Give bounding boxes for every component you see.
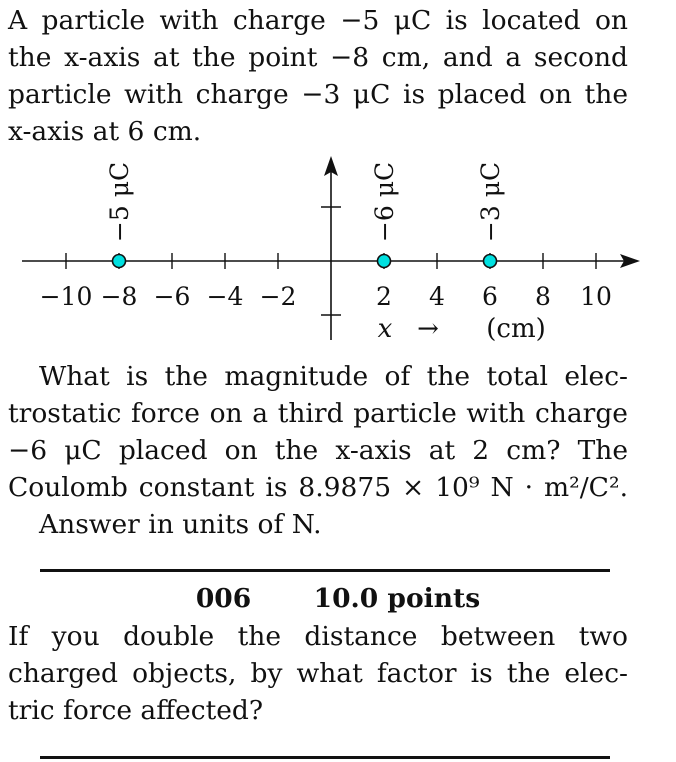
intro-line-1: A particle with charge −5 μC is located on (8, 5, 628, 36)
x-axis-label: x (377, 314, 393, 344)
tick-label: 4 (429, 282, 445, 311)
charge-marker (113, 255, 126, 268)
answer-rule-006 (40, 756, 610, 759)
charge-label: −5 μC (105, 161, 134, 243)
question-006-header (0, 580, 676, 617)
q5-line-2: trostatic force on a third particle with charge (8, 398, 628, 429)
intro-line-2: the x-axis at the point −8 cm, and a second (8, 42, 628, 73)
q6-line-1: If you double the distance between two (8, 621, 628, 652)
tick-label: 8 (535, 282, 551, 311)
q5-line-5: Answer in units of N. (39, 509, 322, 540)
charge-marker (484, 255, 497, 268)
unit-label: (cm) (486, 314, 546, 344)
tick-label: −4 (206, 282, 244, 311)
q5-line-1: What is the magnitude of the total elec- (39, 361, 628, 392)
q5-line-4: Coulomb constant is 8.9875 × 10⁹ N · m²/C². (8, 472, 628, 503)
question-006 (8, 618, 628, 729)
charge-marker (378, 255, 391, 268)
intro-line-3: particle with charge −3 μC is placed on the (8, 79, 628, 110)
x-axis-direction-arrow: → (417, 314, 439, 344)
intro-line-4: x-axis at 6 cm. (8, 116, 202, 147)
tick-label: 2 (376, 282, 392, 311)
tick-label: 6 (482, 282, 498, 311)
tick-label: −2 (259, 282, 297, 311)
tick-label: −10 (39, 282, 93, 311)
charge-label: −6 μC (370, 161, 399, 243)
question-points: 10.0 points (313, 583, 481, 614)
charge-label: −3 μC (476, 161, 505, 243)
q6-line-2: charged objects, by what factor is the elec- (8, 658, 628, 689)
question-005 (8, 358, 628, 543)
tick-label: −6 (153, 282, 191, 311)
tick-label: −8 (100, 282, 138, 311)
answer-rule-005 (40, 569, 610, 572)
question-number: 006 (195, 583, 252, 614)
charge-axis-figure (0, 150, 676, 350)
tick-label: 10 (580, 282, 612, 311)
q5-line-3: −6 μC placed on the x-axis at 2 cm? The (8, 435, 628, 466)
problem-intro (8, 2, 628, 150)
q6-line-3: tric force affected? (8, 695, 264, 726)
